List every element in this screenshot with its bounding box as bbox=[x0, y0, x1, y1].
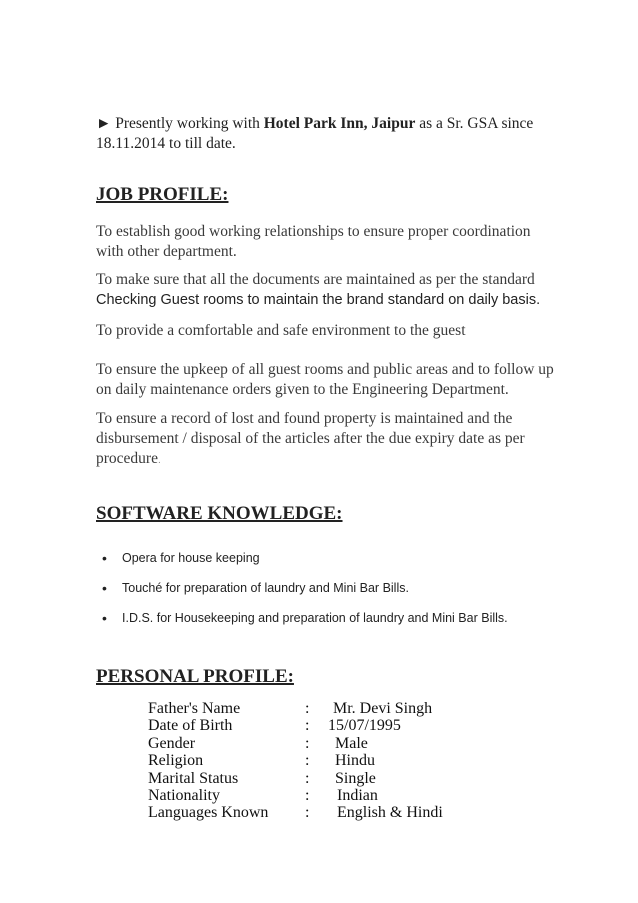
job-duty-4 bbox=[96, 360, 566, 400]
job-duty-1-line-1: To establish good working relationships to ensure proper coordination bbox=[96, 223, 531, 240]
personal-profile-heading: PERSONAL PROFILE: bbox=[96, 666, 294, 687]
detail-value: 15/07/1995 bbox=[328, 717, 401, 735]
job-duty-3 bbox=[96, 321, 566, 341]
bullet-icon: • bbox=[102, 550, 107, 566]
job-duty-5-line-3 bbox=[96, 449, 566, 471]
list-item bbox=[96, 548, 508, 578]
job-duty-5-line-1: To ensure a record of lost and found property is maintained and the bbox=[96, 410, 513, 427]
detail-colon: : bbox=[305, 700, 310, 717]
detail-key: Languages Known bbox=[148, 804, 269, 822]
detail-colon: : bbox=[305, 769, 310, 787]
detail-colon: : bbox=[305, 804, 310, 822]
detail-value: Hindu bbox=[335, 752, 375, 770]
job-duty-1-line-2: with other department. bbox=[96, 243, 237, 260]
job-duty-5-line-2: disbursement / disposal of the articles after the due expiry date as per bbox=[96, 430, 525, 447]
detail-colon: : bbox=[305, 752, 310, 770]
bullet-icon: • bbox=[102, 610, 107, 626]
arrow-icon: ► bbox=[96, 115, 112, 132]
detail-value: Male bbox=[335, 734, 368, 752]
detail-value: Indian bbox=[337, 786, 378, 804]
detail-value: English & Hindi bbox=[337, 804, 443, 822]
current-employment-line bbox=[96, 114, 533, 134]
job-duty-5-line-3-text: procedure bbox=[96, 450, 158, 467]
job-duty-5 bbox=[96, 409, 566, 471]
detail-colon: : bbox=[305, 717, 310, 735]
job-profile-heading: JOB PROFILE: bbox=[96, 184, 229, 205]
detail-key: Father's Name bbox=[148, 700, 241, 717]
job-duty-2-line-1: To make sure that all the documents are maintained as per the standard bbox=[96, 271, 535, 288]
detail-colon: : bbox=[305, 734, 310, 752]
software-knowledge-heading: SOFTWARE KNOWLEDGE: bbox=[96, 503, 343, 524]
intro-text-after: as a Sr. GSA since bbox=[415, 115, 534, 132]
bullet-icon: • bbox=[102, 580, 107, 596]
detail-value: Single bbox=[335, 769, 376, 787]
software-item-label: Touché for preparation of laundry and Mini Bar Bills. bbox=[122, 581, 409, 595]
employment-date-line: 18.11.2014 to till date. bbox=[96, 135, 236, 152]
software-item-label: Opera for house keeping bbox=[122, 551, 260, 565]
detail-colon: : bbox=[305, 786, 310, 804]
job-duty-2 bbox=[96, 270, 566, 310]
detail-key: Date of Birth bbox=[148, 717, 233, 735]
job-duty-2-line-2: Checking Guest rooms to maintain the brand standard on daily basis. bbox=[96, 292, 541, 308]
list-item bbox=[96, 578, 508, 608]
list-item bbox=[96, 608, 508, 638]
intro-text-before: Presently working with bbox=[115, 115, 264, 132]
job-duty-4-line-1: To ensure the upkeep of all guest rooms and public areas and to follow up bbox=[96, 361, 554, 378]
detail-key: Marital Status bbox=[148, 769, 239, 787]
job-duty-1 bbox=[96, 222, 566, 262]
software-list bbox=[96, 548, 508, 638]
detail-key: Religion bbox=[148, 752, 204, 770]
detail-key: Nationality bbox=[148, 786, 220, 804]
hotel-name: Hotel Park Inn, Jaipur bbox=[263, 115, 416, 132]
detail-key: Gender bbox=[148, 734, 196, 752]
software-item-label: I.D.S. for Housekeeping and preparation of laundry and Mini Bar Bills. bbox=[122, 611, 508, 625]
detail-value: Mr. Devi Singh bbox=[333, 700, 433, 717]
job-duty-4-line-2: on daily maintenance orders given to the Engineering Department. bbox=[96, 381, 509, 398]
job-duty-5-period: . bbox=[157, 455, 161, 466]
job-duty-3-line-1: To provide a comfortable and safe environment to the guest bbox=[96, 322, 466, 339]
